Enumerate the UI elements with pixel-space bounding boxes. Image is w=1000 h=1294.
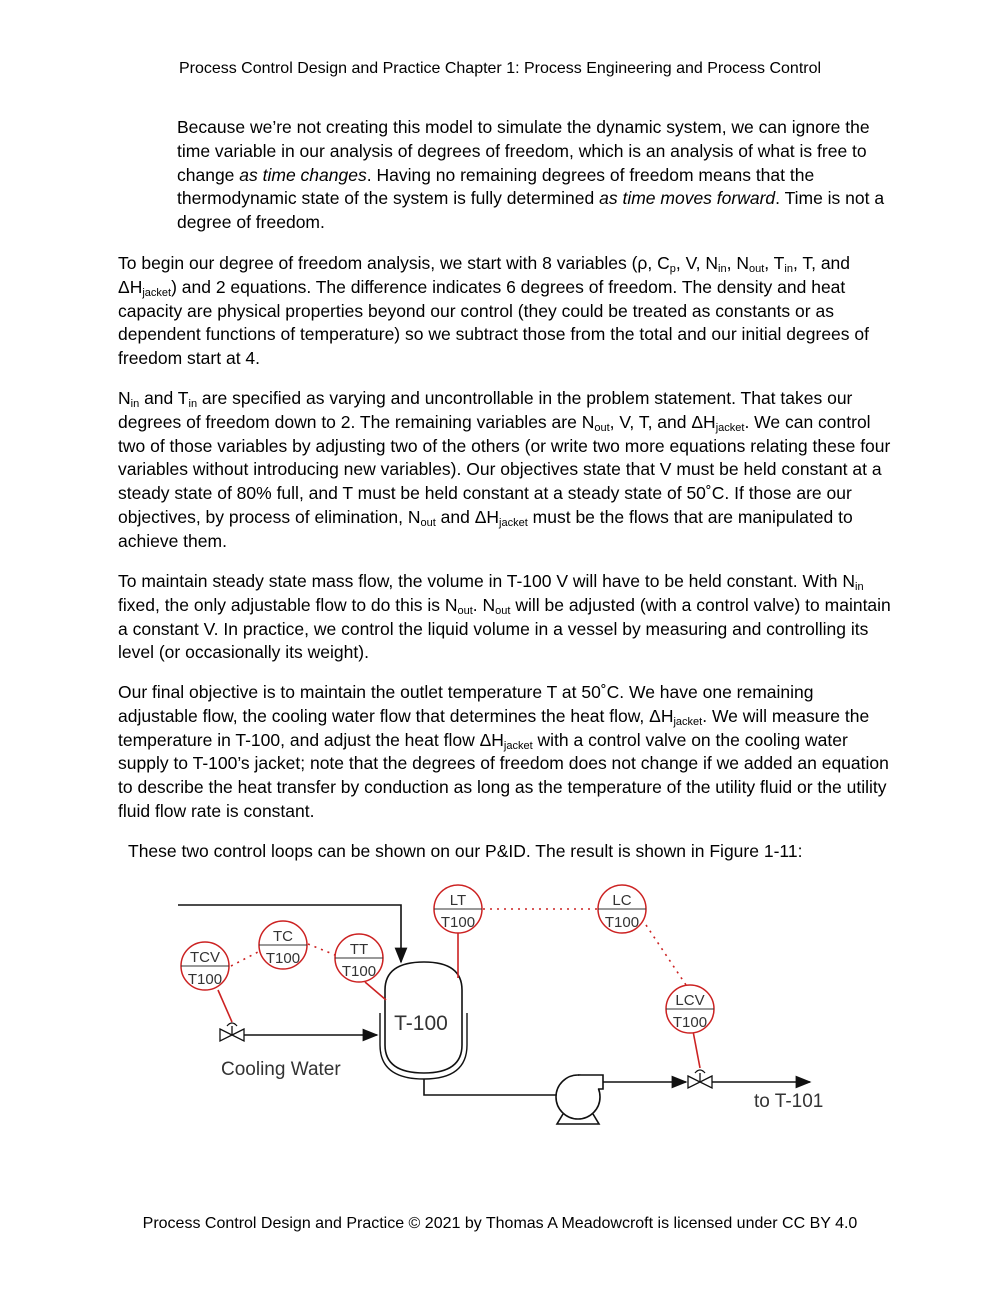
lc-tag: LC: [612, 892, 632, 909]
lcv-tag: LCV: [675, 992, 705, 1009]
paragraph-outlet-temperature: Our final objective is to maintain the outlet temperature T at 50˚C. We have one remaining adjustable flow, the cooling water flow that determines the heat flow, $\Delta H_{jacket}$. We will measure the temperature in T-100, and adjust the heat flow $\Delta H_{jacket}$ with a control valve on the cooling water supply to T-100’s jacket; note that the degrees of freedom does not change if we added an equation to describe the heat transfer by conduction as long as the temperature of the utility fluid or the utility fluid flow rate is constant.: [118, 682, 889, 821]
tank-label: T-100: [394, 1012, 448, 1035]
paragraph-degree-of-freedom: To begin our degree of freedom analysis, we start with 8 variables (ρ, $C_p$, V, $N_{in}$, $N_{out}$, $T_{in}$, T, and $\Delta H_{jacket}$) and 2 equations. The difference indicates 6 degrees of freedom. The density and heat capacity are physical properties beyond our control (they could be treated as constants or as dependent functions of temperature) so we subtract those from the total and our initial degrees of freedom start at 4.: [118, 253, 869, 369]
tt-process-tap: [365, 982, 386, 1000]
signal-tt-tc: [308, 944, 335, 955]
tt-bubble: [335, 934, 383, 982]
tcv-control-valve: [220, 1023, 244, 1041]
tcv-tag: TCV: [190, 949, 220, 966]
signal-lc-lcv: [646, 925, 688, 988]
outlet-label: to T-101: [754, 1091, 824, 1112]
lt-tag: LT: [449, 892, 467, 909]
pid-diagram: [0, 870, 1000, 1170]
page-footer: Process Control Design and Practice © 2021 by Thomas A Meadowcroft is licensed under CC BY 4.0: [142, 1215, 858, 1232]
paragraph-remaining-variables: $N_{in}$ and $T_{in}$ are specified as varying and uncontrollable in the problem statement. That takes our degrees of freedom down to 2. The remaining variables are $N_{out}$, V, T, and $\Delta H_{jacket}$. We can control two of those variables by adjusting two of the others (or write two more equations relating these four variables without introducing new variables). Our objectives state that V must be held constant at a steady state of 80% full, and T must be held constant at a steady state of 50˚C. If those are our objectives, by process of elimination, $N_{out}$ and $\Delta H_{jacket}$ must be the flows that are manipulated to achieve them.: [118, 388, 891, 551]
tcv-bubble: [181, 942, 229, 990]
tt-tag: TT: [349, 941, 369, 958]
paragraph-time-variable: Because we’re not creating this model to simulate the dynamic system, we can ignore the time variable in our analysis of degrees of freedom, which is an analysis of what is free to change as time changes. Having no remaining degrees of freedom means that the thermodynamic state of the system is fully determined as time moves forward. Time is not a degree of freedom.: [177, 117, 885, 233]
signal-tc-tcv: [231, 952, 258, 966]
lcv-bubble: [666, 985, 714, 1033]
tc-tag: TC: [273, 928, 293, 945]
cooling-water-label: Cooling Water: [221, 1059, 341, 1080]
page-header: Process Control Design and Practice Chapter 1: Process Engineering and Process Control: [178, 60, 822, 77]
lc-loop: T100: [604, 914, 640, 931]
lcv-valve-link: [693, 1031, 700, 1068]
tc-loop: T100: [265, 950, 301, 967]
tcv-valve-link: [218, 990, 232, 1022]
tt-loop: T100: [341, 963, 377, 980]
lcv-control-valve: [688, 1070, 712, 1088]
tc-bubble: [259, 921, 307, 969]
lcv-loop: T100: [672, 1014, 708, 1031]
tank-outlet-line: [424, 1079, 565, 1095]
paragraph-mass-flow: To maintain steady state mass flow, the volume in T-100 V will have to be held constant. With $N_{in}$ fixed, the only adjustable flow to do this is $N_{out}$. $N_{out}$ will be adjusted (with a control valve) to maintain a constant V. In practice, we control the liquid volume in a vessel by measuring and controlling its level (or occasionally its weight).: [118, 571, 891, 663]
tank-t100: [380, 962, 467, 1079]
lc-bubble: [598, 885, 646, 933]
lt-loop: T100: [440, 914, 476, 931]
pump-icon: [556, 1075, 603, 1124]
paragraph-figure-intro: These two control loops can be shown on our P&ID. The result is shown in Figure 1-11:: [128, 841, 803, 861]
tcv-loop: T100: [187, 971, 223, 988]
lt-bubble: [434, 885, 482, 933]
